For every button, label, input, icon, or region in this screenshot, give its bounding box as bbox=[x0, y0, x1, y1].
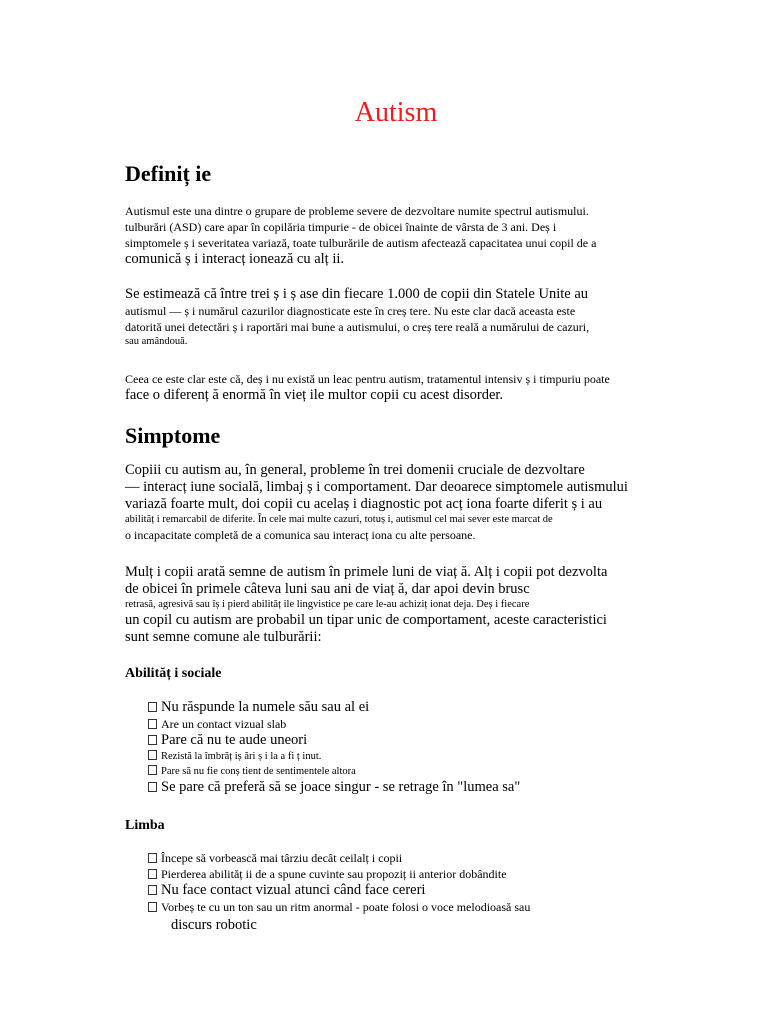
paragraph-definitie-2 bbox=[125, 286, 665, 349]
text-line: comunică ș i interacț ionează cu alț ii. bbox=[125, 251, 345, 267]
paragraph-definitie-3 bbox=[125, 371, 665, 404]
bullet-box-icon bbox=[148, 719, 157, 729]
heading-simptome: Simptome bbox=[125, 423, 221, 448]
list-item-text: Începe să vorbească mai târziu decât ceilalț i copii bbox=[161, 851, 403, 865]
text-line: sunt semne comune ale tulburării: bbox=[125, 629, 322, 645]
text-line: tulburări (ASD) care apar în copilăria timpurie - de obicei înainte de vârsta de 3 ani. Deș i bbox=[125, 220, 557, 234]
list-abilitati-sociale bbox=[148, 699, 668, 796]
list-item bbox=[148, 779, 668, 796]
list-item bbox=[148, 764, 668, 779]
list-item bbox=[148, 882, 668, 899]
list-item-text: Are un contact vizual slab bbox=[161, 717, 287, 731]
bullet-box-icon bbox=[148, 885, 157, 895]
text-line: Copiii cu autism au, în general, probleme în trei domenii cruciale de dezvoltare bbox=[125, 462, 585, 478]
text-line: de obicei în primele câteva luni sau ani de viaț ă, dar apoi devin brusc bbox=[125, 581, 530, 597]
bullet-box-icon bbox=[148, 902, 157, 912]
list-item bbox=[148, 749, 668, 764]
bullet-box-icon bbox=[148, 702, 157, 712]
text-line: retrasă, agresivă sau îș i pierd abilităț ile lingvistice pe care le-au achiziț ionat deja. Deș i fiecare bbox=[125, 599, 530, 610]
list-item-text: Se pare că preferă să se joace singur - se retrage în "lumea sa" bbox=[161, 779, 521, 795]
list-item-continuation: discurs robotic bbox=[171, 917, 257, 933]
list-item bbox=[148, 716, 668, 732]
text-line: sau amândouă. bbox=[125, 336, 188, 347]
bullet-box-icon bbox=[148, 735, 157, 745]
list-item-text: Vorbeș te cu un ton sau un ritm anormal - poate folosi o voce melodioasă sau bbox=[161, 900, 531, 914]
list-item-text: Nu răspunde la numele său sau al ei bbox=[161, 699, 370, 715]
paragraph-simptome-2 bbox=[125, 564, 665, 646]
list-item-text: Pare că nu te aude uneori bbox=[161, 732, 308, 748]
list-item bbox=[148, 850, 668, 866]
list-item bbox=[148, 699, 668, 716]
heading-limba: Limba bbox=[125, 818, 165, 833]
text-line: face o diferenț ă enormă în vieț ile multor copii cu acest disorder. bbox=[125, 387, 504, 403]
heading-definitie: Definiț ie bbox=[125, 161, 212, 186]
text-line: un copil cu autism are probabil un tipar unic de comportament, aceste caracteristici bbox=[125, 612, 607, 628]
text-line: abilităț i remarcabil de diferite. În cele mai multe cazuri, totuș i, autismul cel mai sever este marcat de bbox=[125, 514, 553, 525]
list-item bbox=[148, 899, 668, 915]
list-item bbox=[148, 732, 668, 749]
text-line: datorită unei detectări ș i raportări mai bune a autismului, o creș tere reală a numărului de cazuri, bbox=[125, 320, 590, 334]
list-limba bbox=[148, 850, 668, 915]
bullet-box-icon bbox=[148, 869, 157, 879]
text-line: autismul — ș i numărul cazurilor diagnosticate este în creș tere. Nu este clar dacă aceasta este bbox=[125, 304, 576, 318]
heading-abilitati-sociale: Abilităț i sociale bbox=[125, 666, 222, 681]
bullet-box-icon bbox=[148, 782, 157, 792]
document-title: Autism bbox=[354, 97, 438, 128]
bullet-box-icon bbox=[148, 853, 157, 863]
text-line: o incapacitate completă de a comunica sau interacț iona cu alte persoane. bbox=[125, 528, 476, 542]
list-item bbox=[148, 866, 668, 882]
list-item-text: Rezistă la îmbrăț iș ări ș i la a fi ț inut. bbox=[161, 751, 322, 762]
bullet-box-icon bbox=[148, 765, 157, 775]
list-item-text: Pierderea abilităț ii de a spune cuvinte sau propoziț ii anterior dobândite bbox=[161, 867, 507, 881]
bullet-box-icon bbox=[148, 750, 157, 760]
text-line: simptomele ș i severitatea variază, toate tulburările de autism afectează capacitatea unui copil de a bbox=[125, 236, 597, 250]
text-line: Se estimează că între trei ș i ș ase din fiecare 1.000 de copii din Statele Unite au bbox=[125, 286, 589, 302]
text-line: Mulț i copii arată semne de autism în primele luni de viaț ă. Alț i copii pot dezvolta bbox=[125, 564, 608, 580]
text-line: Autismul este una dintre o grupare de probleme severe de dezvoltare numite spectrul autismului. bbox=[125, 204, 589, 218]
text-line: — interacț iune socială, limbaj ș i comportament. Dar deoarece simptomele autismului bbox=[125, 479, 628, 495]
text-line: variază foarte mult, doi copii cu acelaș i diagnostic pot acț iona foarte diferit ș i au bbox=[125, 496, 603, 512]
paragraph-simptome-1 bbox=[125, 462, 665, 543]
paragraph-definitie-1 bbox=[125, 203, 665, 268]
list-item-text: Nu face contact vizual atunci când face cereri bbox=[161, 882, 426, 898]
text-line: Ceea ce este clar este că, deș i nu există un leac pentru autism, tratamentul intensiv ș i timpuriu poate bbox=[125, 372, 610, 386]
list-item-text: Pare să nu fie conș tient de sentimentele altora bbox=[161, 766, 356, 777]
